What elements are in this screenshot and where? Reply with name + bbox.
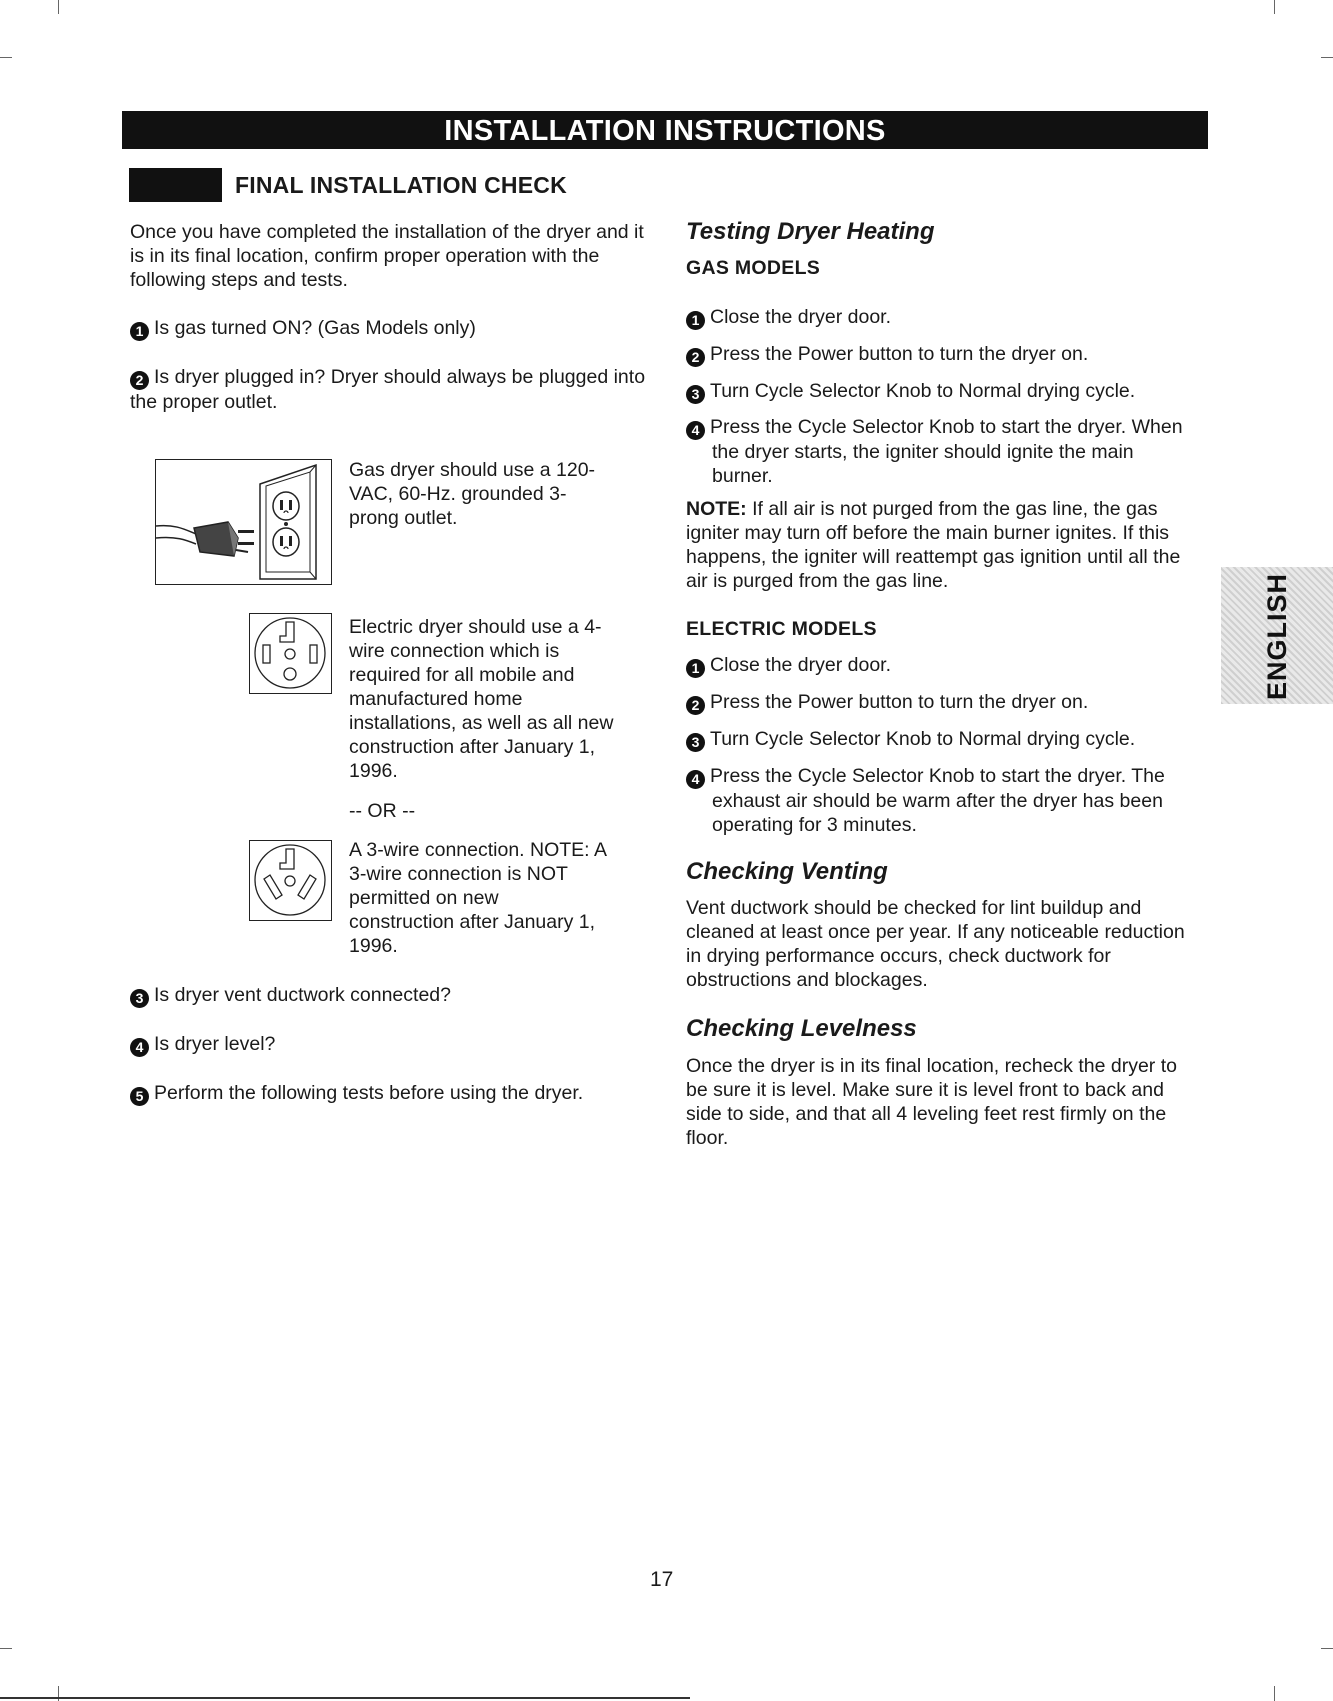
check-text: Is dryer plugged in? Dryer should always be plugged into the proper outlet. [130,366,646,413]
page-banner: INSTALLATION INSTRUCTIONS [122,111,1208,149]
note-label: NOTE: [686,498,747,520]
crop-mark [1321,57,1333,58]
language-label: ENGLISH [1261,572,1292,700]
gas-outlet-text: Gas dryer should use a 120-VAC, 60-Hz. grounded 3-prong outlet. [349,459,596,529]
check-item-5 [130,1081,650,1106]
step-number-icon: 3 [686,385,705,404]
step-number-icon: 2 [686,348,705,367]
check-item-2 [130,365,650,414]
check-item-3 [130,983,650,1008]
electric-models-heading: ELECTRIC MODELS [686,618,877,640]
step-number-icon: 4 [686,770,705,789]
step-text: Turn Cycle Selector Knob to Normal drying cycle. [710,728,1136,750]
venting-text: Vent ductwork should be checked for lint buildup and cleaned at least once per year. If any noticeable reduction in drying performance occurs, check ductwork for obstructions and blockages. [686,897,1185,991]
step-number-icon: 2 [686,696,705,715]
section-title: FINAL INSTALLATION CHECK [235,172,567,198]
crop-mark [1274,0,1275,14]
step-text: Press the Cycle Selector Knob to start the dryer. The exhaust air should be warm after the dryer has been operating for 3 minutes. [710,765,1165,836]
gas-step-1 [686,305,1206,330]
language-tab [1221,567,1333,704]
levelness-text: Once the dryer is in its final location, recheck the dryer to be sure it is level. Make sure it is level front to back and side to side, and that all 4 leveling feet rest firmly on the floor. [686,1055,1177,1149]
electric-step-2 [686,690,1206,715]
step-number-icon: 1 [686,659,705,678]
step-text: Close the dryer door. [710,306,892,328]
crop-mark [0,57,12,58]
step-number-icon: 1 [686,311,705,330]
three-wire-outlet-icon [250,841,330,919]
check-text: Is dryer level? [154,1033,276,1055]
step-number-icon: 1 [130,322,149,341]
crop-mark [58,0,59,14]
step-text: Press the Power button to turn the dryer on. [710,691,1089,713]
heading-checking-venting: Checking Venting [686,858,888,885]
crop-mark [1321,1648,1333,1649]
step-text: Press the Power button to turn the dryer on. [710,343,1089,365]
intro-text: Once you have completed the installation of the dryer and it is in its final location, confirm proper operation with the following steps and tests. [130,221,644,291]
plug-and-outlet-icon [156,460,330,583]
note-text: If all air is not purged from the gas line, the gas igniter may turn off before the main burner ignites. If this happens, the igniter will reattempt gas ignition until all the air is purged from the gas line. [686,498,1181,592]
crop-mark [1274,1686,1275,1701]
gas-step-2 [686,342,1206,367]
electric-step-3 [686,727,1206,752]
four-wire-outlet-illustration [249,613,332,694]
check-text: Perform the following tests before using the dryer. [154,1082,584,1104]
or-separator: -- OR -- [349,800,416,822]
section-marker [129,168,222,202]
gas-step-3 [686,379,1206,404]
step-number-icon: 4 [686,421,705,440]
electric-step-4 [686,764,1186,837]
step-text: Turn Cycle Selector Knob to Normal drying cycle. [710,380,1136,402]
electric-step-1 [686,653,1206,678]
gas-models-heading: GAS MODELS [686,257,821,279]
step-number-icon: 4 [130,1038,149,1057]
four-wire-text: Electric dryer should use a 4-wire connection which is required for all mobile and manufactured home installations, as well as all new construction after January 1, 1996. [349,616,614,782]
gas-note [686,497,1201,593]
four-wire-outlet-icon [250,614,330,692]
step-number-icon: 3 [130,989,149,1008]
gas-outlet-illustration [155,459,332,585]
three-wire-outlet-illustration [249,840,332,921]
check-text: Is gas turned ON? (Gas Models only) [154,317,476,339]
heading-checking-levelness: Checking Levelness [686,1015,917,1042]
step-text: Press the Cycle Selector Knob to start the dryer. When the dryer starts, the igniter should ignite the main burner. [710,416,1183,487]
check-item-4 [130,1032,650,1057]
crop-mark [0,1648,12,1649]
heading-testing-heating: Testing Dryer Heating [686,218,935,245]
check-text: Is dryer vent ductwork connected? [154,984,451,1006]
page-number: 17 [650,1568,674,1591]
step-number-icon: 3 [686,733,705,752]
bottom-rule [0,1697,690,1699]
step-number-icon: 2 [130,371,149,390]
step-text: Close the dryer door. [710,654,892,676]
step-number-icon: 5 [130,1087,149,1106]
three-wire-text: A 3-wire connection. NOTE: A 3-wire connection is NOT permitted on new construction after January 1, 1996. [349,839,606,957]
check-item-1 [130,316,650,341]
gas-step-4 [686,415,1186,488]
